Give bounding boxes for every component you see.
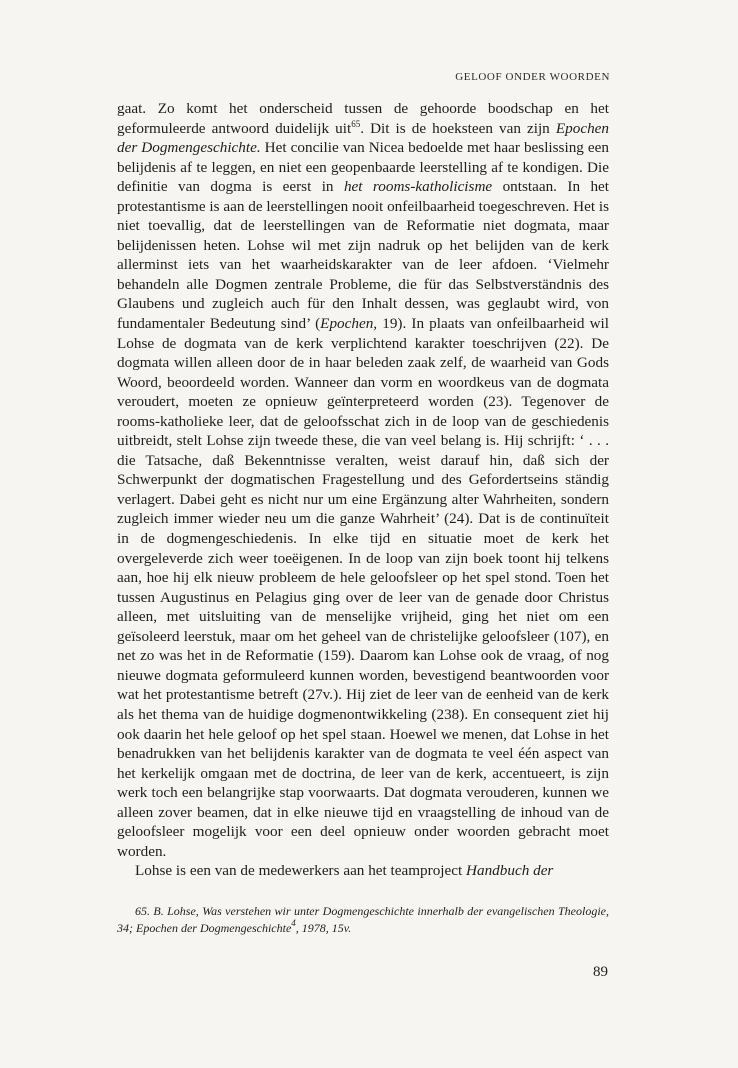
book-title-handbuch: Handbuch der [466, 862, 554, 880]
main-text [117, 99, 609, 881]
footnote-text-b: , 1978, 15v. [295, 921, 352, 935]
footnote-65 [117, 903, 609, 937]
emphasis-rooms-katholicisme: het rooms-katholicisme [343, 178, 493, 196]
footnote-text-a: 65. B. Lohse, Was verstehen wir unter Dogmengeschichte innerhalb der evangelischen Theologie, 34; Epochen der Dogmengeschichte [117, 904, 609, 935]
paragraph-2-text-a: Lohse is een van de medewerkers aan het teamproject [135, 862, 467, 880]
edition-superscript: 4 [291, 918, 296, 928]
footnote-reference: 65 [351, 118, 361, 129]
paragraph-1-text-b: . Dit is de hoeksteen van zijn [360, 119, 556, 137]
running-header: GELOOF ONDER WOORDEN [455, 71, 610, 83]
paragraph-1-text-e: 19). In plaats van onfeilbaarheid wil Lohse de dogmata van de kerk verplichtend karakter toeschrijven (22). De dogmata willen alleen door de in haar beleden zaak zelf, de waarheid van Gods Woord, beoordeeld worden. Wanneer dan vorm en woordkeus van de dogmata veroudert, moeten ze opnieuw geïnterpreteerd worden (23). Tegenover de rooms-katholieke leer, dat de geloofsschat zich in de loop van de geschiedenis uitbreidt, stelt Lohse zijn tweede these, die van veel belang is. Hij schrijft: ‘ . . . die Tatsache, daß Bekenntnisse veralten, weist darauf hin, daß sich der Schwerpunkt der dogmatischen Fragestellung und des Gefordertseins ständig verlagert. Dabei geht es nicht nur um eine Ergänzung alter Wahrheiten, sondern zugleich immer wieder neu um die ganze Wahrheit’ (24). Dat is de continuïteit in de dogmengeschiedenis. In elke tijd en situatie moet de kerk het overgeleverde zich weer toeëigenen. In de loop van zijn boek toont hij telkens aan, hoe hij elk nieuw probleem de hele geloofsleer op het spel stond. Toen het tussen Augustinus en Pelagius ging over de leer van de genade door Christus alleen, met uitsluiting van de menselijke vrijheid, ging het niet om een geïsoleerd leerstuk, maar om het geheel van de christelijke geloofsleer (107), en net zo was het in de Reformatie (159). Daarom kan Lohse ook de vraag, of nog nieuwe dogmata geformuleerd kunnen worden, bevestigend beantwoorden voor wat het protestantisme betreft (27v.). Hij ziet de leer van de eenheid van de kerk als het thema van de huidige dogmenontwikkeling (238). En consequent ziet hij ook daarin het hele geloof op het spel staan. Hoewel we menen, dat Lohse in het benadrukken van het belijdenis karakter van de dogmata te veel één aspect van het kerkelijk omgaan met de doctrina, de leer van de kerk, accentueert, is zijn werk toch een belangrijke stap voorwaarts. Dat dogmata verouderen, kunnen we alleen zover beamen, dat in elke nieuwe tijd en vraagstelling de inhoud van de geloofsleer mogelijk voor een deel opnieuw onder woorden gebracht moet worden. [117, 315, 609, 860]
paragraph-1-text-d: ontstaan. In het protestantisme is aan de leerstellingen nooit onfeilbaarheid toegeschreven. Het is niet toevallig, dat de leerstellingen van de Reformatie niet dogmata, maar belijdenissen heten. Lohse wil met zijn nadruk op het belijden van de kerk allerminst iets van het waarheidskarakter van de leer afdoen. ‘Vielmehr behandeln alle Dogmen zentrale Probleme, die für das Selbstverständnis des Glaubens und zugleich auch für den Inhalt dessen, was geglaubt wird, von fundamentaler Bedeutung sind’ ( [117, 178, 609, 333]
paragraph-1-text-c: Het concilie van Nicea bedoelde met haar beslissing een belijdenis af te leggen, en niet een geopenbaarde leerstelling af te kondigen. Die definitie van dogma is eerst in [117, 139, 609, 196]
paragraph-1-text-a: gaat. Zo komt het onderscheid tussen de gehoorde boodschap en het geformuleerde antwoord duidelijk uit [117, 100, 609, 137]
footnote-text [117, 903, 609, 937]
page-number: 89 [593, 964, 608, 980]
book-title-epochen: Epochen der Dogmengeschichte. [117, 119, 609, 157]
paragraph-1 [117, 99, 609, 861]
paragraph-2 [117, 861, 609, 881]
citation-epochen: Epochen, [320, 315, 378, 333]
